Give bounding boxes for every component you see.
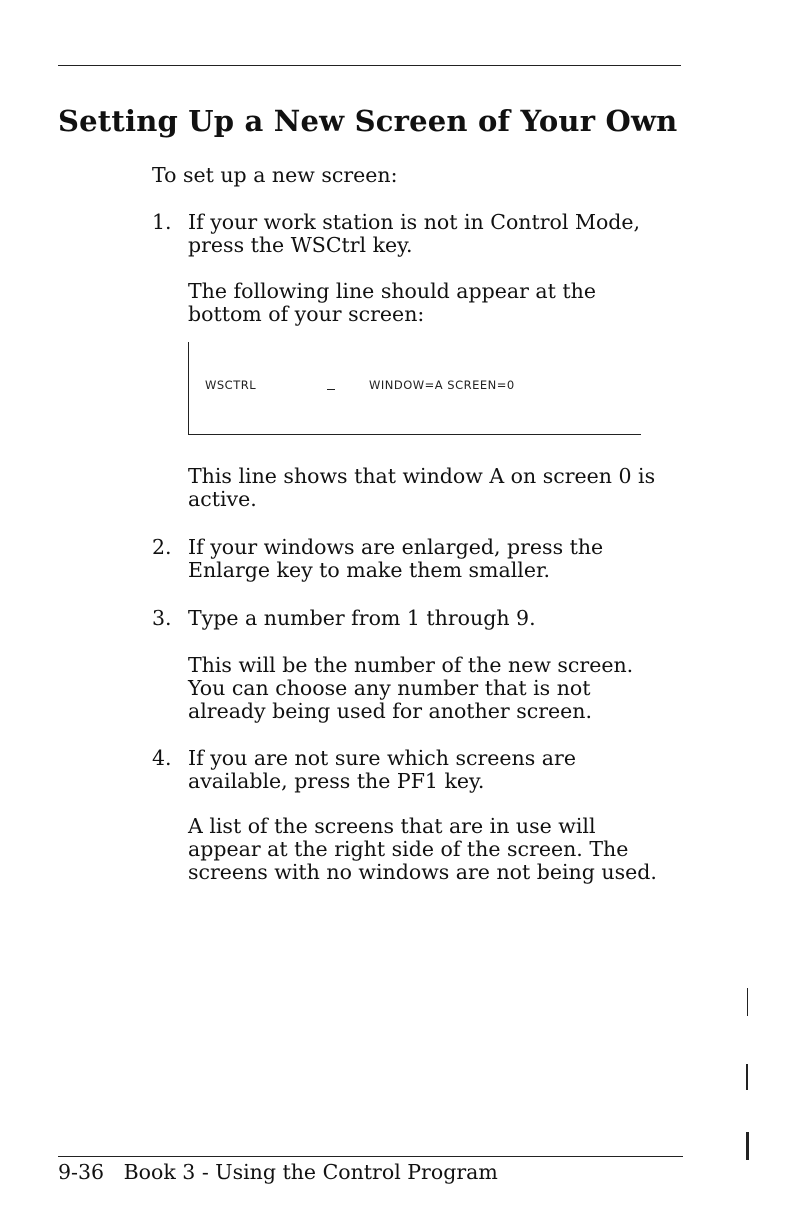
intro-text: To set up a new screen: [152,163,398,187]
screen-line-note: This line shows that window A on screen 0 is active. [188,464,656,511]
step-number: 4. [152,746,172,770]
step-2-text: If your windows are enlarged, press the Enlarge key to make them smaller. [188,535,604,582]
screen-bottom-line-figure [188,342,641,435]
step-1-text: If your work station is not in Control Mode, press the WSCtrl key. [188,210,641,257]
step-4-note: A list of the screens that are in use will appear at the right side of the screen. The screens with no windows are not being used. [188,814,657,884]
step-number: 3. [152,606,172,630]
step-3-note: This will be the number of the new screen. You can choose any number that is not already being used for another screen. [188,653,634,723]
top-rule [58,65,681,66]
screen-status-label: WINDOW=A SCREEN=0 [369,378,515,392]
cursor-mark [327,389,335,390]
margin-change-bar [746,1064,748,1090]
page-footer: 9-36 Book 3 - Using the Control Program [58,1160,498,1184]
step-4-text: If you are not sure which screens are available, press the PF1 key. [188,746,576,793]
step-1-note: The following line should appear at the bottom of your screen: [188,279,596,326]
screen-mode-label: WSCTRL [205,378,257,392]
step-number: 2. [152,535,172,559]
step-number: 1. [152,210,172,234]
margin-change-bar [747,988,748,1016]
step-3-text: Type a number from 1 through 9. [188,606,536,630]
footer-rule [58,1156,683,1157]
margin-change-bar [746,1132,749,1160]
page-title: Setting Up a New Screen of Your Own [58,104,678,138]
